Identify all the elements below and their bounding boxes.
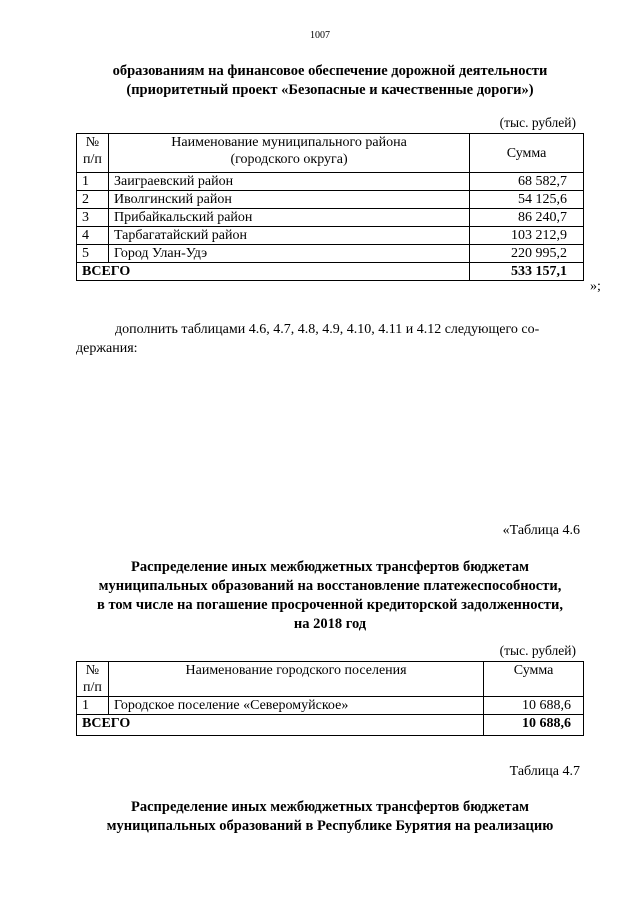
- section2-heading-line: Распределение иных межбюджетных трансфертов бюджетам: [131, 559, 529, 575]
- section2-unit: (тыс. рублей): [499, 643, 576, 658]
- section3-heading-line: Распределение иных межбюджетных трансфертов бюджетам: [131, 799, 529, 815]
- row-num: 3: [77, 209, 109, 227]
- row-name: Город Улан-Удэ: [108, 245, 469, 263]
- paragraph-line: дополнить таблицами 4.6, 4.7, 4.8, 4.9, 4.10, 4.11 и 4.12 следующего со-: [115, 322, 540, 337]
- row-name: Тарбагатайский район: [108, 227, 469, 245]
- table-row: [77, 191, 584, 209]
- total-label: ВСЕГО: [77, 715, 484, 736]
- row-sum: 68 582,7: [470, 173, 584, 191]
- section1-unit: (тыс. рублей): [499, 115, 576, 130]
- table-header-row: [77, 662, 584, 697]
- district-funding-table: [76, 133, 584, 281]
- table-row: [77, 245, 584, 263]
- table-4-6-label: «Таблица 4.6: [502, 523, 580, 538]
- row-sum: 103 212,9: [470, 227, 584, 245]
- row-sum: 10 688,6: [484, 697, 584, 715]
- header-num-line: №: [85, 135, 100, 150]
- table-row: [77, 209, 584, 227]
- header-num-line: п/п: [83, 680, 102, 695]
- header-num-line: №: [85, 663, 100, 678]
- row-sum: 86 240,7: [470, 209, 584, 227]
- section3-heading-line: муниципальных образований в Республике Бурятия на реализацию: [106, 818, 554, 834]
- header-name: Наименование городского поселения: [108, 662, 483, 697]
- table-row: [77, 697, 584, 715]
- section2-heading-line: на 2018 год: [293, 616, 367, 632]
- section1-heading: [70, 62, 590, 100]
- header-num: [77, 662, 109, 697]
- paragraph-line: держания:: [76, 341, 138, 356]
- section1-heading-line: образованиям на финансовое обеспечение дорожной деятельности: [112, 63, 548, 79]
- row-num: 2: [77, 191, 109, 209]
- row-num: 4: [77, 227, 109, 245]
- table-row: [77, 173, 584, 191]
- section1-heading-line: (приоритетный проект «Безопасные и качественные дороги»): [126, 82, 534, 98]
- header-name-line: (городского округа): [230, 152, 348, 167]
- table-header-row: [77, 134, 584, 173]
- table-total-row: [77, 715, 584, 736]
- total-label: ВСЕГО: [77, 263, 470, 281]
- row-num: 5: [77, 245, 109, 263]
- total-sum: 10 688,6: [484, 715, 584, 736]
- page-number: 1007: [310, 30, 330, 41]
- total-sum: 533 157,1: [470, 263, 584, 281]
- quote-close: »;: [590, 279, 601, 294]
- table-4-7-label: Таблица 4.7: [509, 764, 580, 779]
- row-name: Заиграевский район: [108, 173, 469, 191]
- section2-heading-line: муниципальных образований на восстановление платежеспособности,: [98, 578, 562, 594]
- row-num: 1: [77, 173, 109, 191]
- row-name: Прибайкальский район: [108, 209, 469, 227]
- header-name: [108, 134, 469, 173]
- table-total-row: [77, 263, 584, 281]
- table-row: [77, 227, 584, 245]
- row-sum: 220 995,2: [470, 245, 584, 263]
- row-name: Городское поселение «Северомуйское»: [108, 697, 483, 715]
- settlement-transfer-table: [76, 661, 584, 736]
- header-name-line: Наименование муниципального района: [171, 135, 407, 150]
- section2-heading: [70, 558, 590, 634]
- header-sum: Сумма: [484, 662, 584, 697]
- row-name: Иволгинский район: [108, 191, 469, 209]
- header-num: [77, 134, 109, 173]
- section2-heading-line: в том числе на погашение просроченной кредиторской задолженности,: [96, 597, 564, 613]
- header-sum: Сумма: [470, 134, 584, 173]
- row-num: 1: [77, 697, 109, 715]
- row-sum: 54 125,6: [470, 191, 584, 209]
- section3-heading: [70, 798, 590, 836]
- header-num-line: п/п: [83, 152, 102, 167]
